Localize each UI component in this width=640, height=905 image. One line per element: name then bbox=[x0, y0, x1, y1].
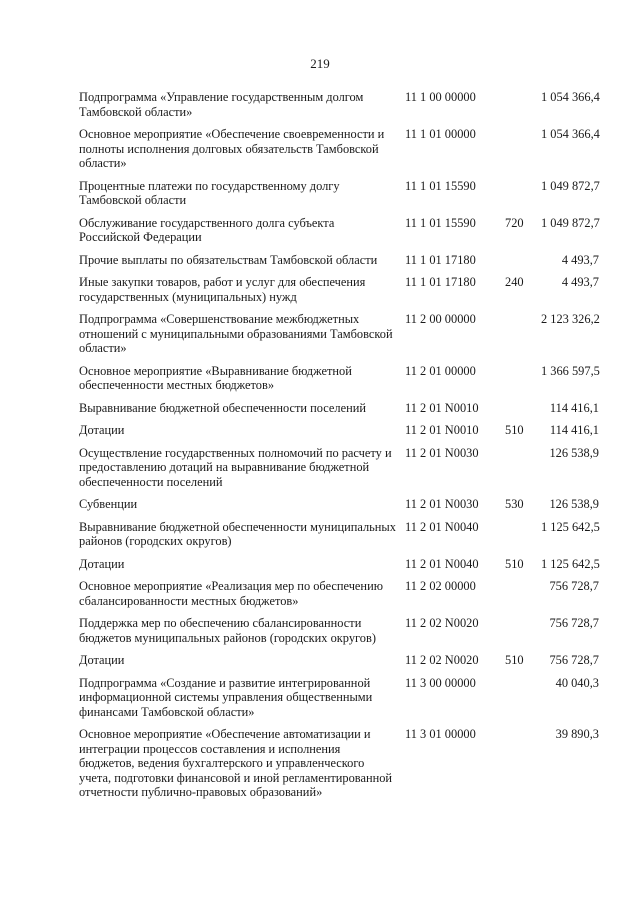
table-row bbox=[79, 179, 599, 216]
row-expense-type bbox=[505, 90, 541, 127]
row-name: Подпрограмма «Совершенствование межбюджетных отношений с муниципальными образованиями Тамбовской области» bbox=[79, 312, 393, 355]
row-name: Обслуживание государственного долга субъекта Российской Федерации bbox=[79, 215, 335, 244]
table-row bbox=[79, 401, 599, 424]
row-amount: 114 416,1 bbox=[549, 423, 599, 437]
row-expense-type bbox=[505, 520, 541, 557]
row-name: Прочие выплаты по обязательствам Тамбовской области bbox=[79, 252, 378, 267]
row-name: Основное мероприятие «Обеспечение автоматизации и интеграции процессов составления и исполнения бюджетов, ведения бухгалтерского и управленческого учета, подготовки финансовой и иной регламентированной отчетности публично-правовых образований» bbox=[79, 727, 393, 799]
row-expense-type bbox=[505, 364, 541, 401]
row-amount: 1 125 642,5 bbox=[541, 519, 600, 534]
row-name: Основное мероприятие «Выравнивание бюджетной обеспеченности местных бюджетов» bbox=[79, 363, 352, 392]
table-row bbox=[79, 127, 599, 179]
row-amount: 1 125 642,5 bbox=[541, 556, 600, 571]
row-expense-type bbox=[505, 446, 541, 498]
row-amount: 756 728,7 bbox=[549, 616, 599, 630]
row-name: Дотации bbox=[79, 556, 125, 571]
row-name: Процентные платежи по государственному долгу Тамбовской области bbox=[79, 178, 340, 207]
row-amount: 1 054 366,4 bbox=[541, 127, 600, 141]
row-amount: 126 538,9 bbox=[549, 497, 599, 511]
row-name: Выравнивание бюджетной обеспеченности поселений bbox=[79, 400, 367, 415]
table-row bbox=[79, 676, 599, 728]
row-amount: 1 054 366,4 bbox=[541, 90, 600, 104]
row-expense-type bbox=[505, 676, 541, 728]
row-code: 11 1 01 00000 bbox=[405, 127, 476, 141]
row-code: 11 1 01 15590 bbox=[405, 178, 476, 193]
row-code: 11 3 01 00000 bbox=[405, 727, 476, 741]
row-expense-type: 510 bbox=[505, 556, 524, 571]
row-code: 11 2 00 00000 bbox=[405, 312, 476, 326]
row-amount: 4 493,7 bbox=[561, 275, 599, 289]
table-row bbox=[79, 446, 599, 498]
row-code: 11 2 02 00000 bbox=[405, 579, 476, 593]
row-code: 11 2 01 N0040 bbox=[405, 556, 479, 571]
row-expense-type: 240 bbox=[505, 275, 524, 289]
table-row bbox=[79, 423, 599, 446]
table-row bbox=[79, 253, 599, 276]
row-expense-type bbox=[505, 179, 541, 216]
table-row bbox=[79, 275, 599, 312]
row-name: Дотации bbox=[79, 423, 125, 437]
row-name: Субвенции bbox=[79, 497, 138, 511]
row-name: Основное мероприятие «Обеспечение своевременности и полноты исполнения долговых обязательств Тамбовской области» bbox=[79, 127, 385, 170]
row-expense-type bbox=[505, 727, 541, 808]
row-name: Выравнивание бюджетной обеспеченности муниципальных районов (городских округов) bbox=[79, 519, 396, 548]
row-amount: 2 123 326,2 bbox=[541, 312, 600, 326]
table-row bbox=[79, 520, 599, 557]
table-row bbox=[79, 364, 599, 401]
table-row bbox=[79, 312, 599, 364]
row-expense-type: 510 bbox=[505, 423, 524, 437]
row-name: Дотации bbox=[79, 653, 125, 667]
row-expense-type: 720 bbox=[505, 215, 524, 230]
page-number: 219 bbox=[310, 56, 330, 71]
row-amount: 756 728,7 bbox=[549, 653, 599, 667]
row-amount: 40 040,3 bbox=[555, 675, 599, 690]
row-amount: 114 416,1 bbox=[549, 400, 599, 415]
row-expense-type bbox=[505, 253, 541, 276]
budget-table-body bbox=[79, 90, 599, 808]
table-row bbox=[79, 90, 599, 127]
row-code: 11 2 01 N0040 bbox=[405, 519, 479, 534]
row-name: Осуществление государственных полномочий по расчету и предоставлению дотаций на выравнивание бюджетной обеспеченности поселений bbox=[79, 445, 392, 489]
row-amount: 1 049 872,7 bbox=[541, 178, 600, 193]
row-code: 11 2 02 N0020 bbox=[405, 616, 479, 630]
table-row bbox=[79, 497, 599, 520]
row-name: Поддержка мер по обеспечению сбалансированности бюджетов муниципальных районов (городских округов) bbox=[79, 616, 376, 645]
row-expense-type bbox=[505, 127, 541, 179]
row-code: 11 2 01 N0030 bbox=[405, 445, 479, 460]
row-amount: 126 538,9 bbox=[549, 445, 599, 460]
row-expense-type bbox=[505, 579, 541, 616]
row-code: 11 2 01 N0010 bbox=[405, 400, 479, 415]
row-code: 11 1 01 17180 bbox=[405, 275, 476, 289]
row-amount: 1 366 597,5 bbox=[541, 363, 600, 378]
row-expense-type bbox=[505, 616, 541, 653]
row-name: Иные закупки товаров, работ и услуг для обеспечения государственных (муниципальных) нужд bbox=[79, 275, 366, 304]
budget-table bbox=[79, 90, 599, 808]
row-name: Подпрограмма «Создание и развитие интегрированной информационной системы управления общественными финансами Тамбовской области» bbox=[79, 675, 373, 719]
table-row bbox=[79, 653, 599, 676]
row-code: 11 1 00 00000 bbox=[405, 90, 476, 104]
row-expense-type: 510 bbox=[505, 653, 524, 667]
row-code: 11 2 02 N0020 bbox=[405, 653, 479, 667]
row-code: 11 1 01 17180 bbox=[405, 252, 476, 267]
row-code: 11 2 01 N0030 bbox=[405, 497, 479, 511]
row-code: 11 2 01 N0010 bbox=[405, 423, 479, 437]
row-expense-type: 530 bbox=[505, 497, 524, 511]
row-amount: 756 728,7 bbox=[549, 579, 599, 593]
row-expense-type bbox=[505, 401, 541, 424]
row-amount: 1 049 872,7 bbox=[541, 215, 600, 230]
row-amount: 4 493,7 bbox=[561, 252, 599, 267]
row-code: 11 1 01 15590 bbox=[405, 215, 476, 230]
row-expense-type bbox=[505, 312, 541, 364]
row-name: Основное мероприятие «Реализация мер по обеспечению сбалансированности местных бюджетов» bbox=[79, 579, 383, 608]
table-row bbox=[79, 727, 599, 808]
table-row bbox=[79, 216, 599, 253]
table-row bbox=[79, 616, 599, 653]
row-code: 11 3 00 00000 bbox=[405, 675, 476, 690]
table-row bbox=[79, 557, 599, 580]
row-amount: 39 890,3 bbox=[555, 727, 599, 741]
table-row bbox=[79, 579, 599, 616]
row-name: Подпрограмма «Управление государственным долгом Тамбовской области» bbox=[79, 90, 364, 119]
row-code: 11 2 01 00000 bbox=[405, 363, 476, 378]
